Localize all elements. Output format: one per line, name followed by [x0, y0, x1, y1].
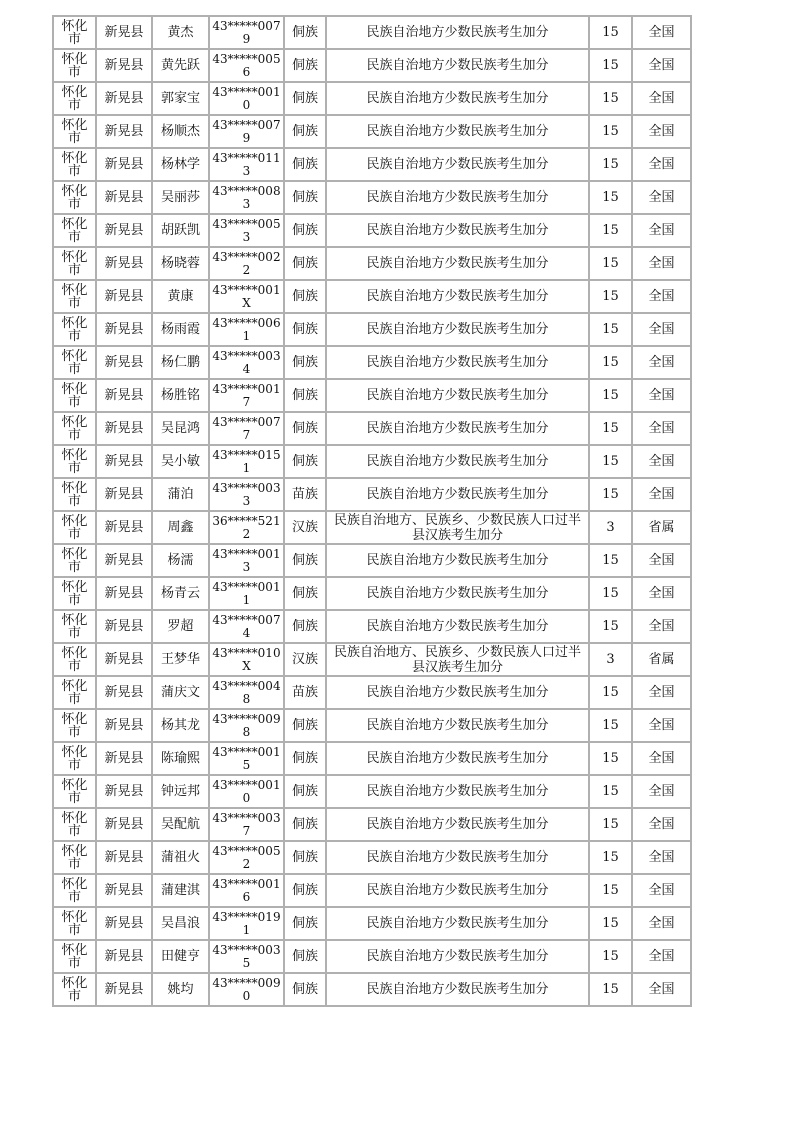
- bonus-points-cell: 3: [589, 643, 632, 676]
- bonus-policy-cell: 民族自治地方少数民族考生加分: [326, 742, 589, 775]
- ethnicity-cell: 侗族: [284, 49, 326, 82]
- city-cell: 怀化市: [53, 313, 96, 346]
- bonus-points-cell: 15: [589, 313, 632, 346]
- id-number-cell: 43*****0010: [209, 775, 284, 808]
- city-cell: 怀化市: [53, 775, 96, 808]
- id-number-cell: 43*****0017: [209, 379, 284, 412]
- county-cell: 新晃县: [96, 181, 152, 214]
- ethnicity-cell: 侗族: [284, 907, 326, 940]
- ethnicity-cell: 侗族: [284, 940, 326, 973]
- bonus-policy-cell: 民族自治地方少数民族考生加分: [326, 445, 589, 478]
- ethnicity-cell: 侗族: [284, 742, 326, 775]
- county-cell: 新晃县: [96, 511, 152, 544]
- bonus-points-cell: 15: [589, 412, 632, 445]
- ethnicity-cell: 侗族: [284, 577, 326, 610]
- bonus-points-cell: 15: [589, 214, 632, 247]
- id-number-cell: 43*****0056: [209, 49, 284, 82]
- county-cell: 新晃县: [96, 115, 152, 148]
- table-row: [53, 181, 691, 214]
- student-name-cell: 吴小敏: [152, 445, 209, 478]
- city-cell: 怀化市: [53, 412, 96, 445]
- city-cell: 怀化市: [53, 907, 96, 940]
- city-cell: 怀化市: [53, 115, 96, 148]
- ethnicity-cell: 侗族: [284, 841, 326, 874]
- id-number-cell: 43*****0013: [209, 544, 284, 577]
- county-cell: 新晃县: [96, 973, 152, 1006]
- bonus-policy-cell: 民族自治地方少数民族考生加分: [326, 214, 589, 247]
- city-cell: 怀化市: [53, 82, 96, 115]
- bonus-points-table: [52, 15, 692, 1007]
- bonus-points-cell: 15: [589, 775, 632, 808]
- bonus-points-cell: 15: [589, 907, 632, 940]
- ethnicity-cell: 侗族: [284, 115, 326, 148]
- bonus-points-cell: 15: [589, 247, 632, 280]
- bonus-policy-cell: 民族自治地方少数民族考生加分: [326, 115, 589, 148]
- county-cell: 新晃县: [96, 247, 152, 280]
- scope-cell: 全国: [632, 478, 691, 511]
- bonus-points-cell: 15: [589, 346, 632, 379]
- county-cell: 新晃县: [96, 808, 152, 841]
- scope-cell: 全国: [632, 49, 691, 82]
- bonus-points-cell: 15: [589, 676, 632, 709]
- id-number-cell: 43*****0061: [209, 313, 284, 346]
- scope-cell: 省属: [632, 643, 691, 676]
- student-name-cell: 吴配航: [152, 808, 209, 841]
- bonus-policy-cell: 民族自治地方少数民族考生加分: [326, 775, 589, 808]
- scope-cell: 全国: [632, 82, 691, 115]
- county-cell: 新晃县: [96, 610, 152, 643]
- scope-cell: 全国: [632, 445, 691, 478]
- ethnicity-cell: 侗族: [284, 247, 326, 280]
- table-row: [53, 346, 691, 379]
- student-name-cell: 杨仁鹏: [152, 346, 209, 379]
- bonus-policy-cell: 民族自治地方少数民族考生加分: [326, 940, 589, 973]
- bonus-points-cell: 15: [589, 181, 632, 214]
- table-row: [53, 313, 691, 346]
- bonus-policy-cell: 民族自治地方少数民族考生加分: [326, 379, 589, 412]
- scope-cell: 全国: [632, 577, 691, 610]
- county-cell: 新晃县: [96, 742, 152, 775]
- table-row: [53, 775, 691, 808]
- bonus-points-cell: 15: [589, 610, 632, 643]
- city-cell: 怀化市: [53, 445, 96, 478]
- ethnicity-cell: 侗族: [284, 544, 326, 577]
- id-number-cell: 36*****5212: [209, 511, 284, 544]
- bonus-points-cell: 15: [589, 82, 632, 115]
- ethnicity-cell: 侗族: [284, 610, 326, 643]
- scope-cell: 全国: [632, 610, 691, 643]
- table-row: [53, 742, 691, 775]
- table-row: [53, 247, 691, 280]
- county-cell: 新晃县: [96, 841, 152, 874]
- county-cell: 新晃县: [96, 577, 152, 610]
- ethnicity-cell: 侗族: [284, 973, 326, 1006]
- id-number-cell: 43*****0015: [209, 742, 284, 775]
- bonus-points-cell: 15: [589, 808, 632, 841]
- bonus-points-cell: 15: [589, 742, 632, 775]
- ethnicity-cell: 侗族: [284, 214, 326, 247]
- student-name-cell: 钟远邦: [152, 775, 209, 808]
- id-number-cell: 43*****0191: [209, 907, 284, 940]
- student-name-cell: 吴昌浪: [152, 907, 209, 940]
- county-cell: 新晃县: [96, 544, 152, 577]
- county-cell: 新晃县: [96, 49, 152, 82]
- table-row: [53, 709, 691, 742]
- city-cell: 怀化市: [53, 346, 96, 379]
- table-row: [53, 214, 691, 247]
- bonus-policy-cell: 民族自治地方少数民族考生加分: [326, 610, 589, 643]
- city-cell: 怀化市: [53, 280, 96, 313]
- bonus-policy-cell: 民族自治地方少数民族考生加分: [326, 478, 589, 511]
- bonus-points-cell: 15: [589, 544, 632, 577]
- table-row: [53, 115, 691, 148]
- id-number-cell: 43*****0037: [209, 808, 284, 841]
- scope-cell: 全国: [632, 742, 691, 775]
- student-name-cell: 陈瑜熙: [152, 742, 209, 775]
- table-row: [53, 412, 691, 445]
- id-number-cell: 43*****0034: [209, 346, 284, 379]
- county-cell: 新晃县: [96, 412, 152, 445]
- student-name-cell: 吴昆鸿: [152, 412, 209, 445]
- city-cell: 怀化市: [53, 577, 96, 610]
- bonus-points-cell: 15: [589, 973, 632, 1006]
- student-name-cell: 黄杰: [152, 16, 209, 49]
- ethnicity-cell: 侗族: [284, 346, 326, 379]
- ethnicity-cell: 侗族: [284, 445, 326, 478]
- student-name-cell: 杨胜铭: [152, 379, 209, 412]
- ethnicity-cell: 侗族: [284, 313, 326, 346]
- student-name-cell: 杨雨霞: [152, 313, 209, 346]
- scope-cell: 全国: [632, 973, 691, 1006]
- id-number-cell: 43*****0033: [209, 478, 284, 511]
- ethnicity-cell: 侗族: [284, 181, 326, 214]
- scope-cell: 全国: [632, 280, 691, 313]
- table-row: [53, 610, 691, 643]
- table-row: [53, 907, 691, 940]
- student-name-cell: 蒲祖火: [152, 841, 209, 874]
- id-number-cell: 43*****0011: [209, 577, 284, 610]
- city-cell: 怀化市: [53, 874, 96, 907]
- bonus-policy-cell: 民族自治地方少数民族考生加分: [326, 49, 589, 82]
- bonus-points-cell: 15: [589, 478, 632, 511]
- bonus-points-cell: 15: [589, 280, 632, 313]
- bonus-points-cell: 3: [589, 511, 632, 544]
- city-cell: 怀化市: [53, 643, 96, 676]
- student-name-cell: 杨其龙: [152, 709, 209, 742]
- student-name-cell: 杨青云: [152, 577, 209, 610]
- city-cell: 怀化市: [53, 214, 96, 247]
- student-name-cell: 胡跃凯: [152, 214, 209, 247]
- id-number-cell: 43*****0151: [209, 445, 284, 478]
- id-number-cell: 43*****001X: [209, 280, 284, 313]
- ethnicity-cell: 侗族: [284, 412, 326, 445]
- table-row: [53, 940, 691, 973]
- id-number-cell: 43*****0079: [209, 16, 284, 49]
- bonus-policy-cell: 民族自治地方少数民族考生加分: [326, 808, 589, 841]
- ethnicity-cell: 汉族: [284, 643, 326, 676]
- id-number-cell: 43*****0074: [209, 610, 284, 643]
- id-number-cell: 43*****0077: [209, 412, 284, 445]
- table-row: [53, 511, 691, 544]
- student-name-cell: 黄康: [152, 280, 209, 313]
- bonus-points-cell: 15: [589, 841, 632, 874]
- student-name-cell: 姚均: [152, 973, 209, 1006]
- bonus-policy-cell: 民族自治地方少数民族考生加分: [326, 676, 589, 709]
- scope-cell: 全国: [632, 841, 691, 874]
- id-number-cell: 43*****0113: [209, 148, 284, 181]
- city-cell: 怀化市: [53, 742, 96, 775]
- table-row: [53, 874, 691, 907]
- student-name-cell: 蒲建淇: [152, 874, 209, 907]
- table-row: [53, 379, 691, 412]
- student-name-cell: 杨濡: [152, 544, 209, 577]
- county-cell: 新晃县: [96, 280, 152, 313]
- bonus-points-cell: 15: [589, 874, 632, 907]
- student-name-cell: 罗超: [152, 610, 209, 643]
- county-cell: 新晃县: [96, 940, 152, 973]
- scope-cell: 全国: [632, 181, 691, 214]
- student-name-cell: 田健亨: [152, 940, 209, 973]
- student-name-cell: 王梦华: [152, 643, 209, 676]
- bonus-policy-cell: 民族自治地方少数民族考生加分: [326, 181, 589, 214]
- county-cell: 新晃县: [96, 709, 152, 742]
- scope-cell: 全国: [632, 16, 691, 49]
- student-name-cell: 黄先跃: [152, 49, 209, 82]
- city-cell: 怀化市: [53, 379, 96, 412]
- bonus-policy-cell: 民族自治地方、民族乡、少数民族人口过半县汉族考生加分: [326, 643, 589, 676]
- table-row: [53, 478, 691, 511]
- bonus-policy-cell: 民族自治地方少数民族考生加分: [326, 874, 589, 907]
- city-cell: 怀化市: [53, 610, 96, 643]
- county-cell: 新晃县: [96, 775, 152, 808]
- city-cell: 怀化市: [53, 247, 96, 280]
- table-row: [53, 445, 691, 478]
- bonus-points-cell: 15: [589, 49, 632, 82]
- student-name-cell: 杨晓蓉: [152, 247, 209, 280]
- ethnicity-cell: 侗族: [284, 82, 326, 115]
- scope-cell: 全国: [632, 412, 691, 445]
- bonus-policy-cell: 民族自治地方、民族乡、少数民族人口过半县汉族考生加分: [326, 511, 589, 544]
- county-cell: 新晃县: [96, 16, 152, 49]
- student-name-cell: 吴丽莎: [152, 181, 209, 214]
- table-row: [53, 643, 691, 676]
- bonus-policy-cell: 民族自治地方少数民族考生加分: [326, 247, 589, 280]
- bonus-policy-cell: 民族自治地方少数民族考生加分: [326, 82, 589, 115]
- city-cell: 怀化市: [53, 181, 96, 214]
- scope-cell: 全国: [632, 676, 691, 709]
- ethnicity-cell: 侗族: [284, 16, 326, 49]
- student-name-cell: 杨顺杰: [152, 115, 209, 148]
- city-cell: 怀化市: [53, 49, 96, 82]
- city-cell: 怀化市: [53, 841, 96, 874]
- scope-cell: 全国: [632, 115, 691, 148]
- id-number-cell: 43*****0079: [209, 115, 284, 148]
- county-cell: 新晃县: [96, 907, 152, 940]
- ethnicity-cell: 苗族: [284, 676, 326, 709]
- county-cell: 新晃县: [96, 676, 152, 709]
- id-number-cell: 43*****0098: [209, 709, 284, 742]
- bonus-policy-cell: 民族自治地方少数民族考生加分: [326, 148, 589, 181]
- bonus-policy-cell: 民族自治地方少数民族考生加分: [326, 973, 589, 1006]
- scope-cell: 全国: [632, 247, 691, 280]
- bonus-policy-cell: 民族自治地方少数民族考生加分: [326, 16, 589, 49]
- bonus-points-cell: 15: [589, 709, 632, 742]
- county-cell: 新晃县: [96, 82, 152, 115]
- bonus-policy-cell: 民族自治地方少数民族考生加分: [326, 907, 589, 940]
- bonus-points-cell: 15: [589, 379, 632, 412]
- bonus-policy-cell: 民族自治地方少数民族考生加分: [326, 412, 589, 445]
- bonus-points-cell: 15: [589, 115, 632, 148]
- id-number-cell: 43*****0083: [209, 181, 284, 214]
- id-number-cell: 43*****0016: [209, 874, 284, 907]
- table-row: [53, 577, 691, 610]
- scope-cell: 全国: [632, 346, 691, 379]
- table-row: [53, 82, 691, 115]
- id-number-cell: 43*****0035: [209, 940, 284, 973]
- county-cell: 新晃县: [96, 874, 152, 907]
- ethnicity-cell: 侗族: [284, 808, 326, 841]
- ethnicity-cell: 侗族: [284, 874, 326, 907]
- county-cell: 新晃县: [96, 214, 152, 247]
- scope-cell: 全国: [632, 874, 691, 907]
- student-name-cell: 郭家宝: [152, 82, 209, 115]
- bonus-policy-cell: 民族自治地方少数民族考生加分: [326, 280, 589, 313]
- city-cell: 怀化市: [53, 808, 96, 841]
- table-row: [53, 544, 691, 577]
- bonus-policy-cell: 民族自治地方少数民族考生加分: [326, 709, 589, 742]
- county-cell: 新晃县: [96, 148, 152, 181]
- id-number-cell: 43*****0022: [209, 247, 284, 280]
- county-cell: 新晃县: [96, 643, 152, 676]
- table-row: [53, 16, 691, 49]
- scope-cell: 全国: [632, 940, 691, 973]
- ethnicity-cell: 苗族: [284, 478, 326, 511]
- student-name-cell: 蒲庆文: [152, 676, 209, 709]
- city-cell: 怀化市: [53, 478, 96, 511]
- bonus-points-cell: 15: [589, 940, 632, 973]
- ethnicity-cell: 侗族: [284, 379, 326, 412]
- county-cell: 新晃县: [96, 379, 152, 412]
- id-number-cell: 43*****0010: [209, 82, 284, 115]
- bonus-policy-cell: 民族自治地方少数民族考生加分: [326, 346, 589, 379]
- table-row: [53, 676, 691, 709]
- id-number-cell: 43*****0048: [209, 676, 284, 709]
- student-name-cell: 周鑫: [152, 511, 209, 544]
- scope-cell: 全国: [632, 775, 691, 808]
- bonus-points-table-page: [52, 15, 690, 1007]
- city-cell: 怀化市: [53, 973, 96, 1006]
- table-row: [53, 808, 691, 841]
- scope-cell: 全国: [632, 544, 691, 577]
- city-cell: 怀化市: [53, 544, 96, 577]
- scope-cell: 全国: [632, 808, 691, 841]
- county-cell: 新晃县: [96, 478, 152, 511]
- scope-cell: 全国: [632, 709, 691, 742]
- city-cell: 怀化市: [53, 148, 96, 181]
- student-name-cell: 蒲泊: [152, 478, 209, 511]
- bonus-points-cell: 15: [589, 148, 632, 181]
- table-row: [53, 280, 691, 313]
- student-name-cell: 杨林学: [152, 148, 209, 181]
- bonus-points-cell: 15: [589, 16, 632, 49]
- table-row: [53, 841, 691, 874]
- city-cell: 怀化市: [53, 940, 96, 973]
- bonus-policy-cell: 民族自治地方少数民族考生加分: [326, 544, 589, 577]
- table-row: [53, 148, 691, 181]
- bonus-points-cell: 15: [589, 445, 632, 478]
- scope-cell: 省属: [632, 511, 691, 544]
- city-cell: 怀化市: [53, 709, 96, 742]
- table-row: [53, 973, 691, 1006]
- ethnicity-cell: 汉族: [284, 511, 326, 544]
- city-cell: 怀化市: [53, 511, 96, 544]
- id-number-cell: 43*****0053: [209, 214, 284, 247]
- ethnicity-cell: 侗族: [284, 775, 326, 808]
- county-cell: 新晃县: [96, 445, 152, 478]
- id-number-cell: 43*****0052: [209, 841, 284, 874]
- table-body: [53, 16, 691, 1006]
- bonus-policy-cell: 民族自治地方少数民族考生加分: [326, 577, 589, 610]
- bonus-policy-cell: 民族自治地方少数民族考生加分: [326, 841, 589, 874]
- scope-cell: 全国: [632, 313, 691, 346]
- county-cell: 新晃县: [96, 313, 152, 346]
- bonus-points-cell: 15: [589, 577, 632, 610]
- id-number-cell: 43*****0090: [209, 973, 284, 1006]
- scope-cell: 全国: [632, 148, 691, 181]
- city-cell: 怀化市: [53, 16, 96, 49]
- ethnicity-cell: 侗族: [284, 148, 326, 181]
- scope-cell: 全国: [632, 214, 691, 247]
- ethnicity-cell: 侗族: [284, 709, 326, 742]
- scope-cell: 全国: [632, 907, 691, 940]
- county-cell: 新晃县: [96, 346, 152, 379]
- scope-cell: 全国: [632, 379, 691, 412]
- bonus-policy-cell: 民族自治地方少数民族考生加分: [326, 313, 589, 346]
- city-cell: 怀化市: [53, 676, 96, 709]
- id-number-cell: 43*****010X: [209, 643, 284, 676]
- ethnicity-cell: 侗族: [284, 280, 326, 313]
- table-row: [53, 49, 691, 82]
